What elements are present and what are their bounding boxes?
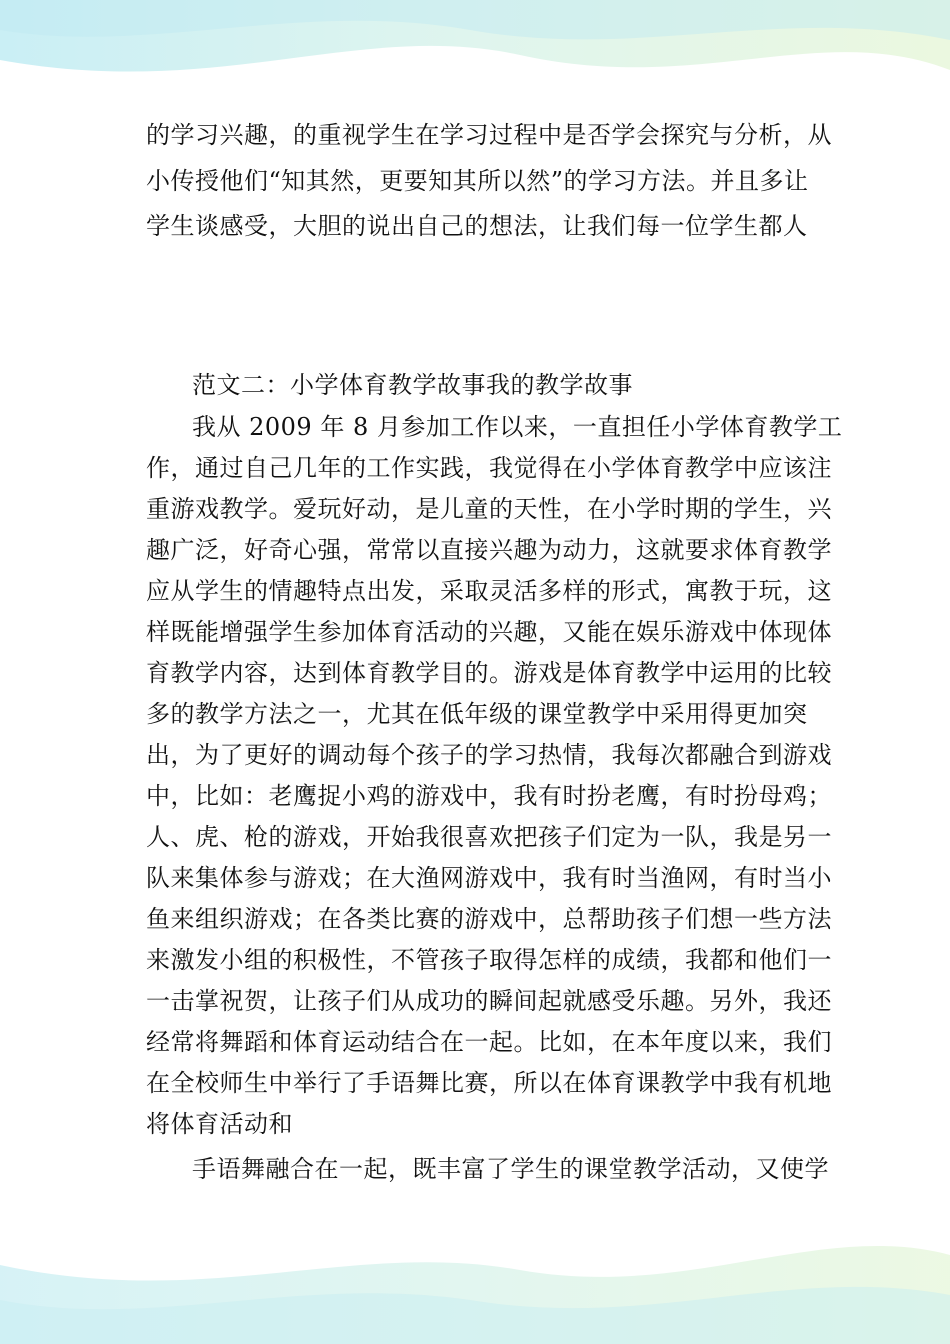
paragraph-line: 多的教学方法之一，尤其在低年级的课堂教学中采用得更加突	[146, 700, 808, 728]
paragraph-line: 学生谈感受，大胆的说出自己的想法，让我们每一位学生都人	[146, 212, 808, 240]
paragraph-line: 我从 2009 年 8 月参加工作以来，一直担任小学体育教学工	[192, 413, 843, 441]
paragraph-line: 重游戏教学。爱玩好动，是儿童的天性，在小学时期的学生，兴	[146, 495, 832, 523]
paragraph-line: 应从学生的情趣特点出发，采取灵活多样的形式，寓教于玩，这	[146, 577, 832, 605]
paragraph-line: 的学习兴趣，的重视学生在学习过程中是否学会探究与分析，从	[146, 121, 832, 149]
paragraph-line: 来激发小组的积极性，不管孩子取得怎样的成绩，我都和他们一	[146, 946, 832, 974]
paragraph-line: 一击掌祝贺，让孩子们从成功的瞬间起就感受乐趣。另外，我还	[146, 987, 832, 1015]
paragraph-line: 出，为了更好的调动每个孩子的学习热情，我每次都融合到游戏	[146, 741, 832, 769]
paragraph-line: 样既能增强学生参加体育活动的兴趣，又能在娱乐游戏中体现体	[146, 618, 832, 646]
paragraph-line: 小传授他们“知其然，更要知其所以然”的学习方法。并且多让	[146, 167, 809, 195]
paragraph-line: 在全校师生中举行了手语舞比赛，所以在体育课教学中我有机地	[146, 1069, 832, 1097]
paragraph-line: 趣广泛，好奇心强，常常以直接兴趣为动力，这就要求体育教学	[146, 536, 832, 564]
section-heading: 范文二：小学体育教学故事我的教学故事	[192, 371, 633, 399]
paragraph-line: 作，通过自己几年的工作实践，我觉得在小学体育教学中应该注	[146, 454, 832, 482]
paragraph-line: 将体育活动和	[146, 1110, 293, 1138]
paragraph-line: 人、虎、枪的游戏，开始我很喜欢把孩子们定为一队，我是另一	[146, 823, 832, 851]
paragraph-line: 手语舞融合在一起，既丰富了学生的课堂教学活动，又使学	[192, 1155, 829, 1183]
paragraph-line: 经常将舞蹈和体育运动结合在一起。比如，在本年度以来，我们	[146, 1028, 832, 1056]
paragraph-line: 队来集体参与游戏；在大渔网游戏中，我有时当渔网，有时当小	[146, 864, 832, 892]
paragraph-line: 育教学内容，达到体育教学目的。游戏是体育教学中运用的比较	[146, 659, 832, 687]
paragraph-line: 鱼来组织游戏；在各类比赛的游戏中，总帮助孩子们想一些方法	[146, 905, 832, 933]
paragraph-line: 中，比如：老鹰捉小鸡的游戏中，我有时扮老鹰，有时扮母鸡；	[146, 782, 832, 810]
